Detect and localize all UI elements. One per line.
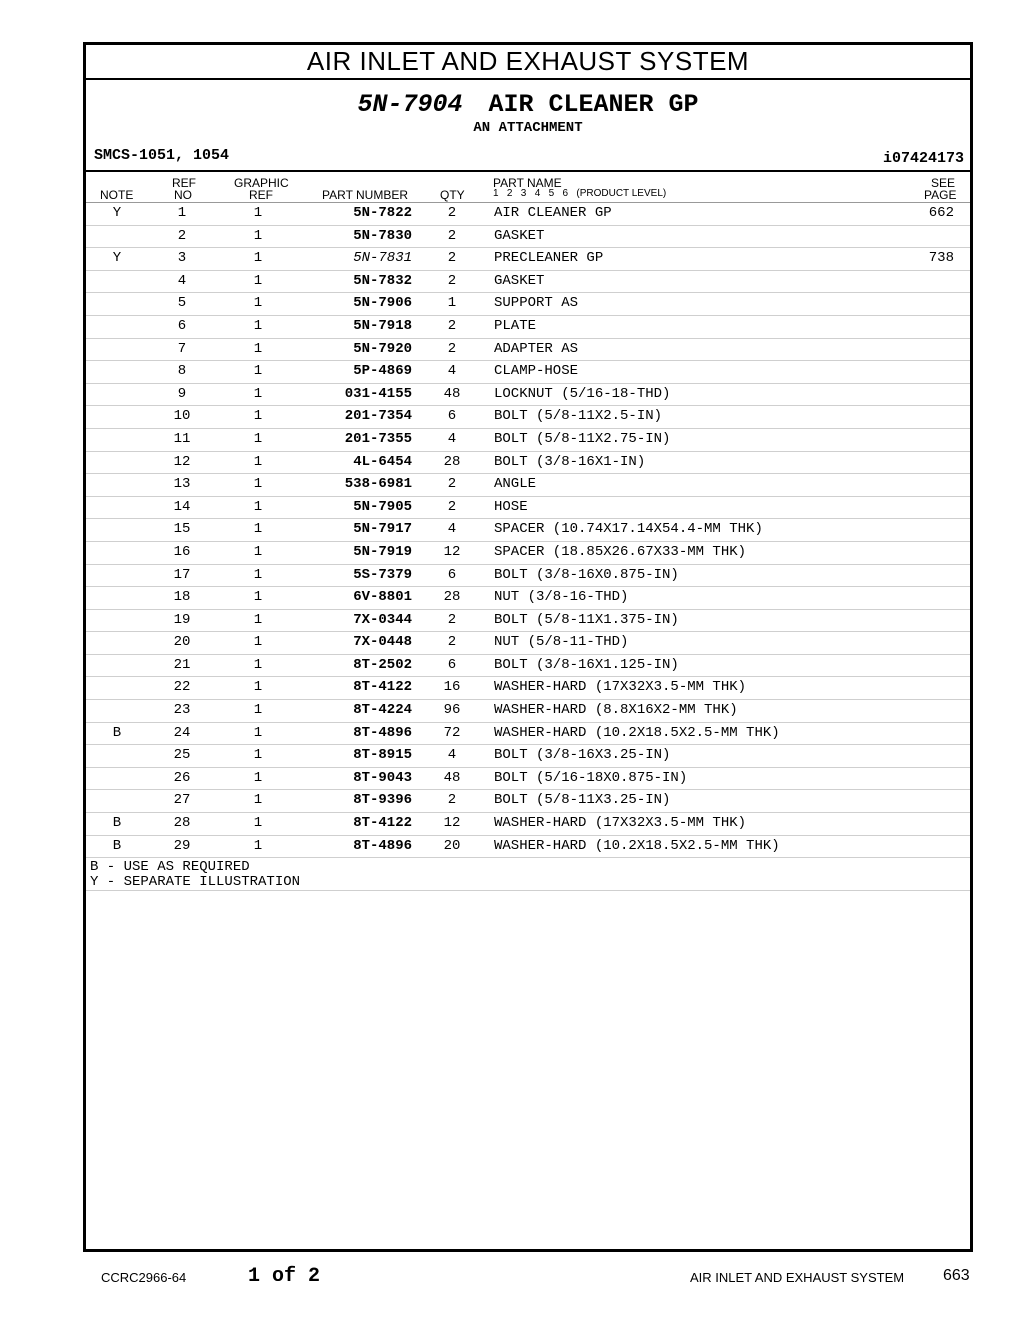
row-graphic-ref: 1 xyxy=(253,227,263,244)
row-ref-no: 12 xyxy=(173,453,191,470)
row-part-name: WASHER-HARD (17X32X3.5-MM THK) xyxy=(494,679,747,696)
row-note: B xyxy=(112,815,122,832)
row-qty: 2 xyxy=(447,634,457,651)
col-ref-bottom: NO xyxy=(174,188,192,202)
table-row xyxy=(86,429,970,452)
row-part-name: SUPPORT AS xyxy=(494,295,579,312)
row-part-name: LOCKNUT (5/16-18-THD) xyxy=(494,385,671,402)
row-qty: 28 xyxy=(443,589,461,606)
row-qty: 4 xyxy=(447,363,457,380)
row-part-number[interactable]: 5N-7919 xyxy=(353,543,412,560)
row-part-name: WASHER-HARD (10.2X18.5X2.5-MM THK) xyxy=(494,724,780,741)
section-title: AIR INLET AND EXHAUST SYSTEM xyxy=(86,45,970,80)
row-qty: 1 xyxy=(447,295,457,312)
table-row xyxy=(86,610,970,633)
row-graphic-ref: 1 xyxy=(253,521,263,538)
row-ref-no: 15 xyxy=(173,521,191,538)
row-qty: 48 xyxy=(443,385,461,402)
table-row xyxy=(86,768,970,791)
parts-sheet xyxy=(83,42,973,1252)
row-graphic-ref: 1 xyxy=(253,679,263,696)
col-ref-top: REF xyxy=(172,176,196,190)
group-header xyxy=(86,80,970,172)
row-ref-no: 19 xyxy=(173,611,191,628)
table-row xyxy=(86,700,970,723)
row-qty: 4 xyxy=(447,430,457,447)
column-headers xyxy=(86,172,970,203)
row-graphic-ref: 1 xyxy=(253,769,263,786)
row-ref-no: 3 xyxy=(177,250,187,267)
row-qty: 12 xyxy=(443,815,461,832)
table-row xyxy=(86,632,970,655)
table-row xyxy=(86,790,970,813)
row-graphic-ref: 1 xyxy=(253,272,263,289)
row-graphic-ref: 1 xyxy=(253,566,263,583)
col-qty: QTY xyxy=(440,188,465,202)
row-qty: 2 xyxy=(447,205,457,221)
row-graphic-ref: 1 xyxy=(253,837,263,854)
row-ref-no: 11 xyxy=(173,430,191,447)
table-row xyxy=(86,587,970,610)
col-note: NOTE xyxy=(100,188,134,202)
row-qty: 2 xyxy=(447,611,457,628)
group-part-number[interactable]: 5N-7904 xyxy=(357,90,463,119)
notes-block xyxy=(86,858,970,891)
row-qty: 2 xyxy=(447,250,457,267)
row-graphic-ref: 1 xyxy=(253,792,263,809)
row-graphic-ref: 1 xyxy=(253,453,263,470)
row-ref-no: 29 xyxy=(173,837,191,854)
col-product-level: 1 2 3 4 5 6 (PRODUCT LEVEL) xyxy=(493,188,667,199)
table-row xyxy=(86,384,970,407)
row-part-number[interactable]: 201-7355 xyxy=(344,430,412,447)
row-ref-no: 5 xyxy=(177,295,187,312)
table-row xyxy=(86,723,970,746)
row-part-number[interactable]: 7X-0344 xyxy=(353,611,412,628)
row-qty: 48 xyxy=(443,769,461,786)
row-part-name: BOLT (5/8-11X3.25-IN) xyxy=(494,792,671,809)
row-part-name: NUT (5/8-11-THD) xyxy=(494,634,629,651)
group-name: AIR CLEANER GP xyxy=(488,90,699,119)
row-graphic-ref: 1 xyxy=(253,543,263,560)
illustration-id: i07424173 xyxy=(882,150,964,167)
row-qty: 16 xyxy=(443,679,461,696)
row-ref-no: 23 xyxy=(173,702,191,719)
row-part-number[interactable]: 8T-4224 xyxy=(353,702,412,719)
row-graphic-ref: 1 xyxy=(253,250,263,267)
row-part-name: SPACER (18.85X26.67X33-MM THK) xyxy=(494,543,747,560)
row-part-number[interactable]: 201-7354 xyxy=(344,408,412,425)
row-qty: 72 xyxy=(443,724,461,741)
row-note: Y xyxy=(112,205,122,221)
table-row xyxy=(86,836,970,859)
footer-section: AIR INLET AND EXHAUST SYSTEM xyxy=(690,1270,905,1285)
row-graphic-ref: 1 xyxy=(253,589,263,606)
col-see-top: SEE xyxy=(931,176,956,190)
note-y: Y - SEPARATE ILLUSTRATION xyxy=(90,874,301,891)
row-ref-no: 9 xyxy=(177,385,187,402)
table-row xyxy=(86,565,970,588)
col-see-bottom: PAGE xyxy=(924,188,957,202)
parts-table-body xyxy=(86,203,970,858)
row-qty: 20 xyxy=(443,837,461,854)
row-qty: 4 xyxy=(447,521,457,538)
row-qty: 6 xyxy=(447,656,457,673)
row-ref-no: 21 xyxy=(173,656,191,673)
table-row xyxy=(86,813,970,836)
row-qty: 2 xyxy=(447,317,457,334)
row-graphic-ref: 1 xyxy=(253,747,263,764)
row-qty: 2 xyxy=(447,227,457,244)
row-qty: 2 xyxy=(447,272,457,289)
table-row xyxy=(86,452,970,475)
row-graphic-ref: 1 xyxy=(253,815,263,832)
footer-page-of: 1 of 2 xyxy=(248,1265,321,1288)
row-part-number[interactable]: 5N-7905 xyxy=(353,498,412,515)
table-row xyxy=(86,519,970,542)
table-row xyxy=(86,226,970,249)
footer-page-number: 663 xyxy=(943,1267,970,1284)
row-part-number[interactable]: 5N-7830 xyxy=(353,227,412,244)
row-part-name: BOLT (5/8-11X1.375-IN) xyxy=(494,611,679,628)
row-graphic-ref: 1 xyxy=(253,702,263,719)
row-ref-no: 18 xyxy=(173,589,191,606)
row-qty: 6 xyxy=(447,408,457,425)
note-b: B - USE AS REQUIRED xyxy=(90,859,250,876)
row-graphic-ref: 1 xyxy=(253,498,263,515)
row-ref-no: 28 xyxy=(173,815,191,832)
row-part-name: PRECLEANER GP xyxy=(494,250,604,267)
row-qty: 2 xyxy=(447,498,457,515)
row-part-number[interactable]: 5P-4869 xyxy=(353,363,412,380)
row-graphic-ref: 1 xyxy=(253,205,263,221)
row-ref-no: 10 xyxy=(173,408,191,425)
row-part-name: GASKET xyxy=(494,272,545,289)
row-part-number[interactable]: 5S-7379 xyxy=(353,566,412,583)
row-graphic-ref: 1 xyxy=(253,408,263,425)
table-row xyxy=(86,542,970,565)
row-part-number[interactable]: 5N-7906 xyxy=(353,295,412,312)
row-ref-no: 14 xyxy=(173,498,191,515)
row-qty: 2 xyxy=(447,476,457,493)
row-part-name: PLATE xyxy=(494,317,537,334)
row-part-name: WASHER-HARD (17X32X3.5-MM THK) xyxy=(494,815,747,832)
table-row xyxy=(86,361,970,384)
row-see-page[interactable]: 662 xyxy=(928,205,954,221)
row-part-number[interactable]: 5N-7831 xyxy=(353,250,412,267)
row-qty: 6 xyxy=(447,566,457,583)
table-row xyxy=(86,406,970,429)
row-graphic-ref: 1 xyxy=(253,340,263,357)
row-note: B xyxy=(112,837,122,854)
row-part-number[interactable]: 7X-0448 xyxy=(353,634,412,651)
row-graphic-ref: 1 xyxy=(253,611,263,628)
table-row xyxy=(86,497,970,520)
smcs-codes: SMCS-1051, 1054 xyxy=(94,147,230,164)
row-graphic-ref: 1 xyxy=(253,430,263,447)
row-graphic-ref: 1 xyxy=(253,656,263,673)
row-graphic-ref: 1 xyxy=(253,363,263,380)
row-part-name: GASKET xyxy=(494,227,545,244)
table-row xyxy=(86,271,970,294)
row-qty: 2 xyxy=(447,792,457,809)
row-part-number[interactable]: 538-6981 xyxy=(344,476,412,493)
row-ref-no: 20 xyxy=(173,634,191,651)
row-ref-no: 2 xyxy=(177,227,187,244)
col-part-name: PART NAME xyxy=(493,176,562,190)
row-part-name: BOLT (3/8-16X0.875-IN) xyxy=(494,566,679,583)
row-part-name: CLAMP-HOSE xyxy=(494,363,579,380)
row-see-page[interactable]: 738 xyxy=(928,250,954,267)
row-ref-no: 25 xyxy=(173,747,191,764)
row-ref-no: 16 xyxy=(173,543,191,560)
table-row xyxy=(86,293,970,316)
row-part-number[interactable]: 8T-9043 xyxy=(353,769,412,786)
row-part-name: BOLT (5/8-11X2.75-IN) xyxy=(494,430,671,447)
row-part-name: BOLT (3/8-16X1-IN) xyxy=(494,453,646,470)
row-ref-no: 13 xyxy=(173,476,191,493)
row-part-name: HOSE xyxy=(494,498,528,515)
row-graphic-ref: 1 xyxy=(253,295,263,312)
row-note: B xyxy=(112,724,122,741)
row-ref-no: 24 xyxy=(173,724,191,741)
group-title xyxy=(86,90,970,119)
col-part-number: PART NUMBER xyxy=(322,188,409,202)
row-qty: 4 xyxy=(447,747,457,764)
row-part-number[interactable]: 5N-7918 xyxy=(353,317,412,334)
row-note: Y xyxy=(112,250,122,267)
row-qty: 28 xyxy=(443,453,461,470)
row-part-number[interactable]: 6V-8801 xyxy=(353,589,412,606)
row-part-name: BOLT (3/8-16X3.25-IN) xyxy=(494,747,671,764)
table-row xyxy=(86,203,970,226)
col-graphic-top: GRAPHIC xyxy=(234,176,289,190)
row-part-name: BOLT (5/16-18X0.875-IN) xyxy=(494,769,688,786)
row-ref-no: 22 xyxy=(173,679,191,696)
row-part-name: BOLT (3/8-16X1.125-IN) xyxy=(494,656,679,673)
row-graphic-ref: 1 xyxy=(253,634,263,651)
group-subtitle: AN ATTACHMENT xyxy=(473,120,583,136)
row-qty: 2 xyxy=(447,340,457,357)
row-ref-no: 17 xyxy=(173,566,191,583)
row-part-number[interactable]: 8T-4896 xyxy=(353,724,412,741)
table-row xyxy=(86,474,970,497)
table-row xyxy=(86,339,970,362)
row-part-name: NUT (3/8-16-THD) xyxy=(494,589,629,606)
row-part-number[interactable]: 5N-7917 xyxy=(353,521,412,538)
row-qty: 96 xyxy=(443,702,461,719)
row-part-name: ANGLE xyxy=(494,476,537,493)
row-part-name: ADAPTER AS xyxy=(494,340,579,357)
table-row xyxy=(86,655,970,678)
row-part-number[interactable]: 5N-7920 xyxy=(353,340,412,357)
row-part-name: WASHER-HARD (10.2X18.5X2.5-MM THK) xyxy=(494,837,780,854)
row-part-number[interactable]: 031-4155 xyxy=(344,385,412,402)
row-part-number[interactable]: 8T-8915 xyxy=(353,747,412,764)
row-part-number[interactable]: 8T-4896 xyxy=(353,837,412,854)
row-graphic-ref: 1 xyxy=(253,476,263,493)
row-qty: 12 xyxy=(443,543,461,560)
row-ref-no: 8 xyxy=(177,363,187,380)
table-row xyxy=(86,677,970,700)
row-part-number[interactable]: 4L-6454 xyxy=(353,453,412,470)
col-graphic-bottom: REF xyxy=(249,188,273,202)
row-part-number[interactable]: 8T-9396 xyxy=(353,792,412,809)
table-row xyxy=(86,248,970,271)
row-part-name: AIR CLEANER GP xyxy=(494,205,612,221)
row-part-number[interactable]: 8T-2502 xyxy=(353,656,412,673)
row-ref-no: 1 xyxy=(177,205,187,221)
row-ref-no: 4 xyxy=(177,272,187,289)
row-ref-no: 7 xyxy=(177,340,187,357)
row-ref-no: 27 xyxy=(173,792,191,809)
row-part-number[interactable]: 5N-7822 xyxy=(353,205,412,221)
row-part-number[interactable]: 8T-4122 xyxy=(353,815,412,832)
row-part-number[interactable]: 8T-4122 xyxy=(353,679,412,696)
row-part-name: BOLT (5/8-11X2.5-IN) xyxy=(494,408,663,425)
row-graphic-ref: 1 xyxy=(253,317,263,334)
row-part-name: WASHER-HARD (8.8X16X2-MM THK) xyxy=(494,702,738,719)
row-ref-no: 6 xyxy=(177,317,187,334)
row-ref-no: 26 xyxy=(173,769,191,786)
table-row xyxy=(86,745,970,768)
table-row xyxy=(86,316,970,339)
row-graphic-ref: 1 xyxy=(253,724,263,741)
row-part-name: SPACER (10.74X17.14X54.4-MM THK) xyxy=(494,521,763,538)
footer-doc-id: CCRC2966-64 xyxy=(101,1270,187,1285)
row-graphic-ref: 1 xyxy=(253,385,263,402)
row-part-number[interactable]: 5N-7832 xyxy=(353,272,412,289)
